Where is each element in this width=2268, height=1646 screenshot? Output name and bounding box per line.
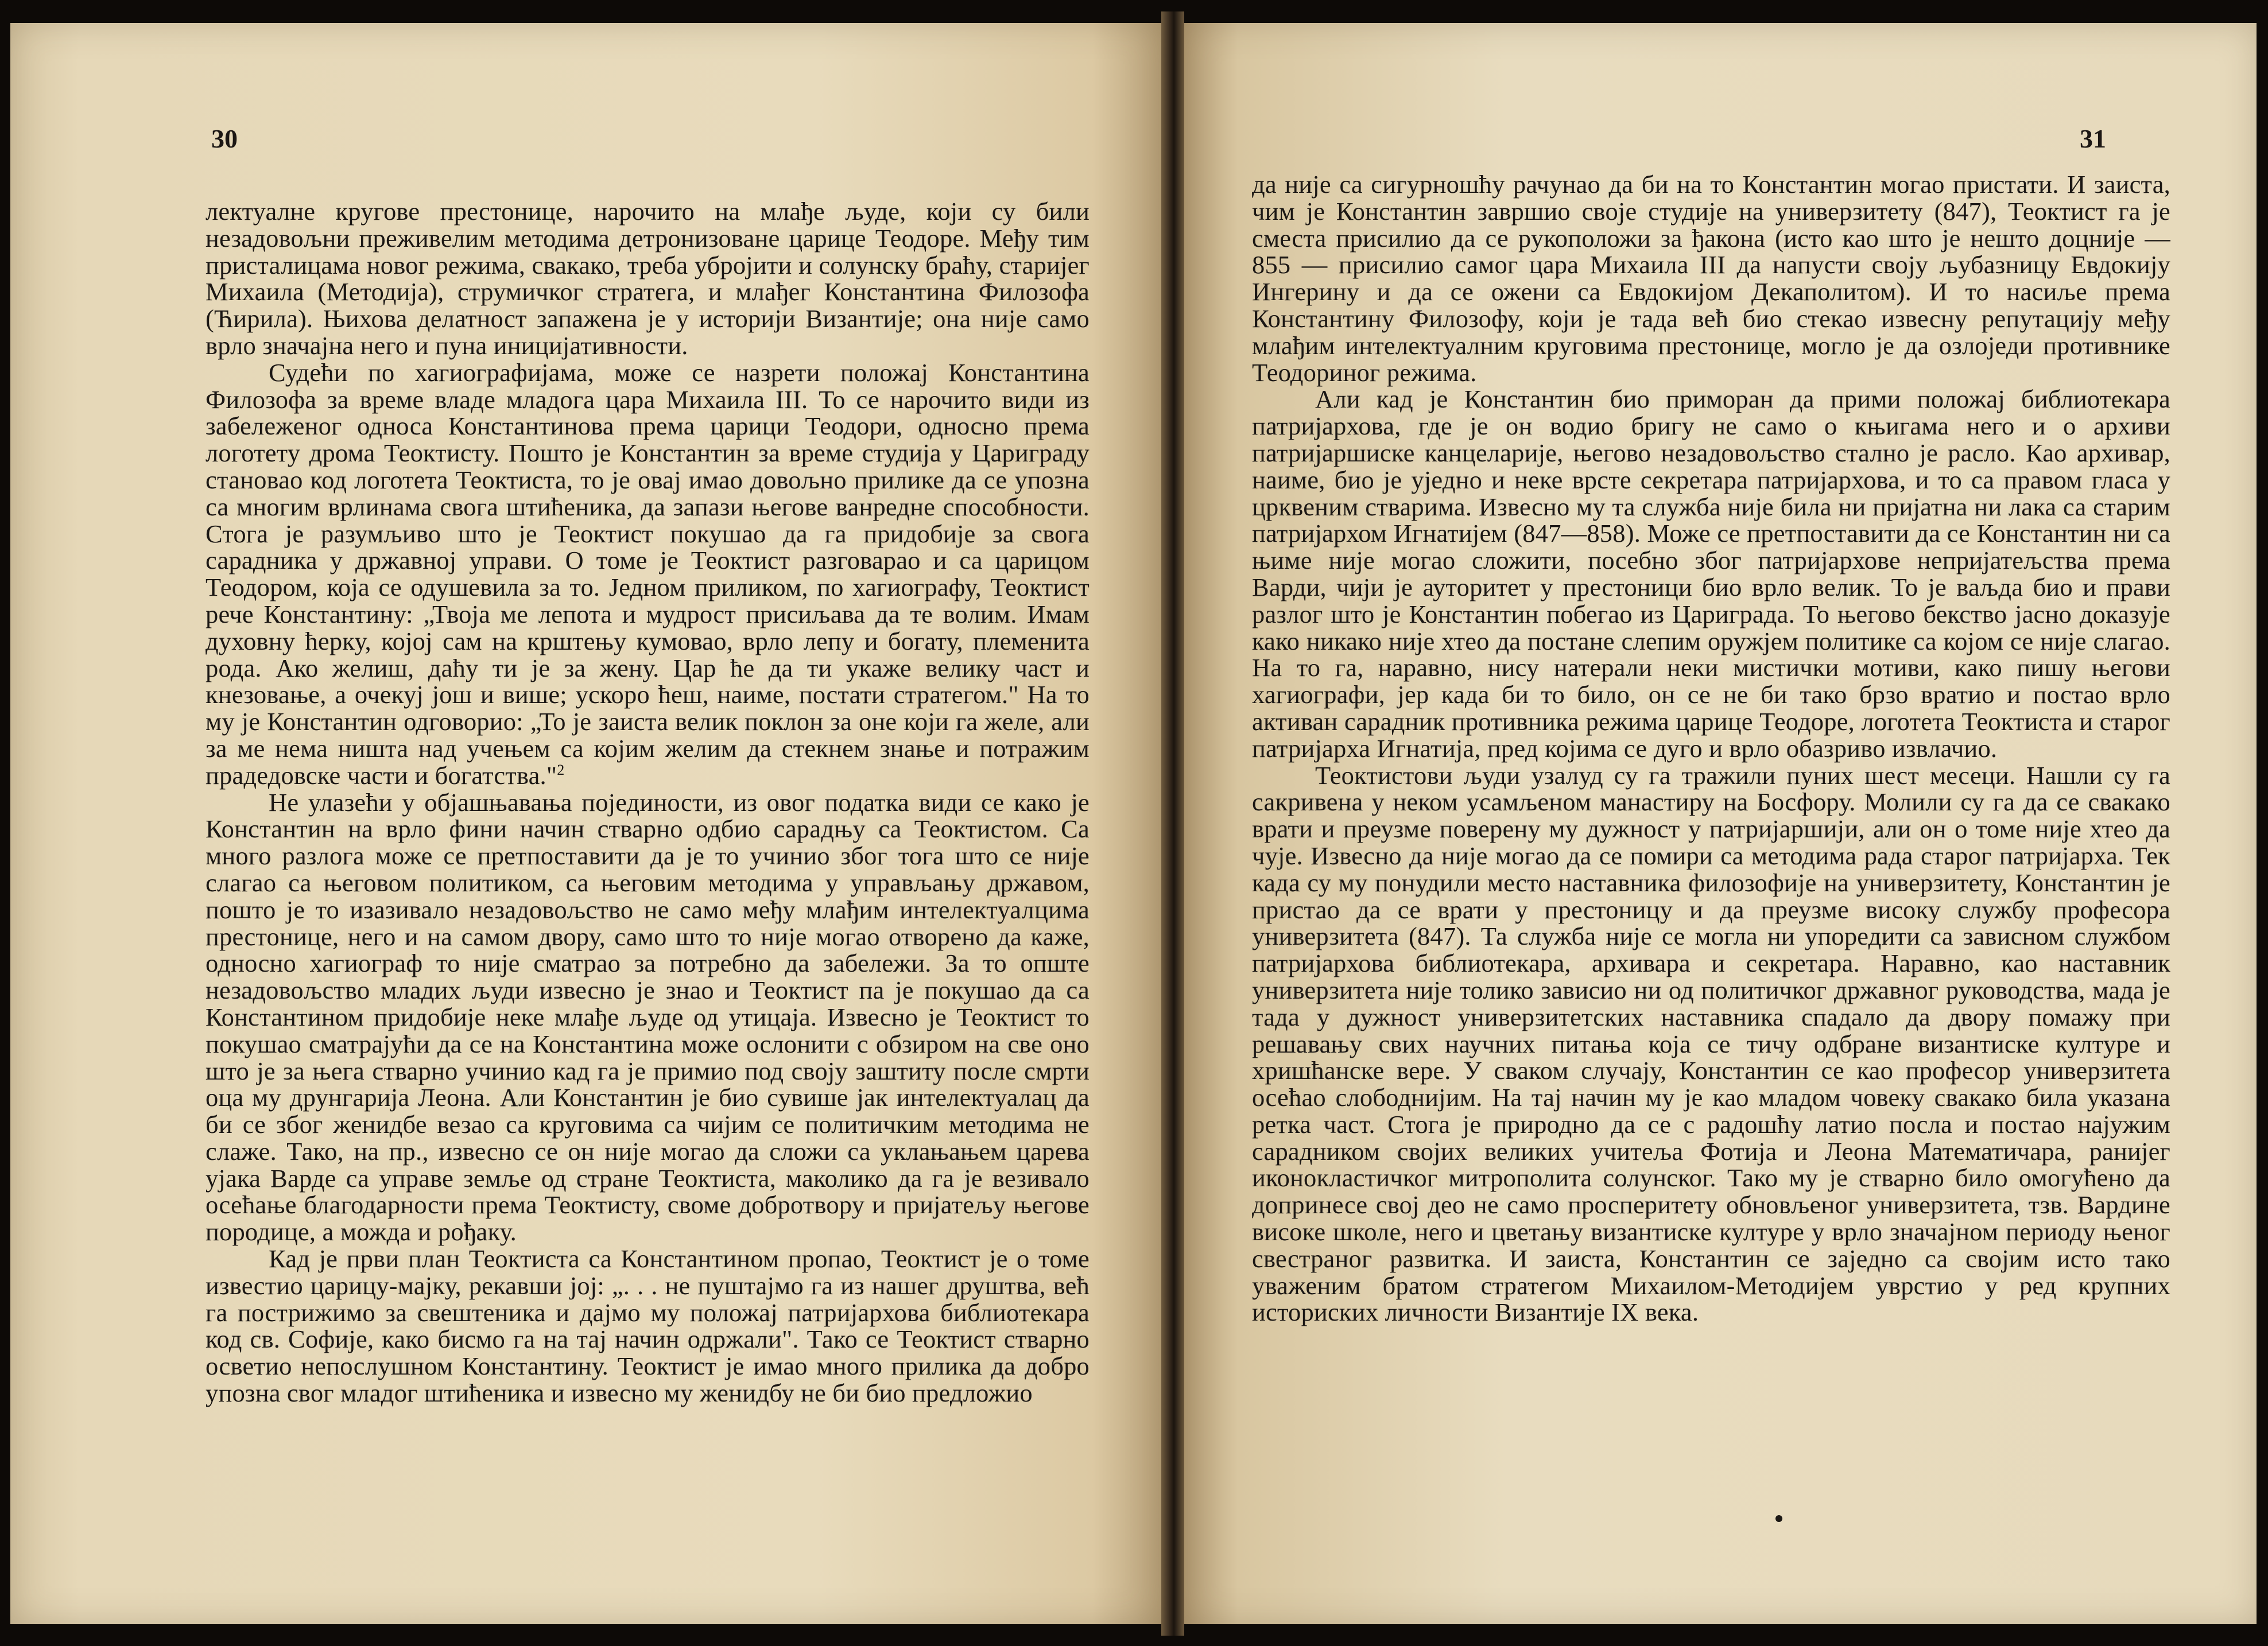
left-page [10,23,1161,1624]
right-page-text [1252,171,2170,1326]
paragraph: лектуалне кругове престонице, нарочито на млађе људе, који су били незадовољни преживелим методима детронизоване царице Теодоре. Међу тим присталицама новог режима, свакако, треба убројити и солунску браћу, старијег Михаила (Методија), струмичког стратега, и млађег Константина Филозофа (Ћирила). Њихова делатност запажена је у историји Византије; она није само врло значајна него и пуна иницијативности. [206,197,1090,360]
paragraph: Кад је први план Теоктиста са Константином пропао, Теоктист је о томе известио царицу-мајку, рекавши јој: „. . . не пуштајмо га из нашег друштва, већ га пострижимо за свештеника и дајмо му положај патријархова библиотекара код св. Софије, како бисмо га на тај начин одржали". Тако се Теоктист стварно осветио непослушном Константину. Теоктист је имао много прилика да добро упозна свог младог штићеника и извесно му женидбу не би био предложио [206,1244,1090,1408]
end-dot-mark [1775,1515,1782,1522]
footnote-mark: 2 [557,761,565,778]
paragraph-text: Судећи по хагиографијама, може се назрети положај Константина Филозофа за време владе младога цара Михаила III. То се нарочито види из забележеног односа Константинова према царици Теодори, односно према логотету дрома Теоктисту. Пошто је Константин за време студија у Цариграду становао код логотета Теоктиста, то је овај имао довољно прилике да се упозна са многим врлинама свога штићеника, да запази његове ванредне способности. Стога је разумљиво што је Теоктист покушао да га придобије за свога сарадника у државној управи. О томе је Теоктист разговарао и са царицом Теодором, која се одушевила за то. Једном приликом, по хагиографу, Теоктист рече Константину: „Твоја ме лепота и мудрост присиљава да те волим. Имам духовну ћерку, којој сам на крштењу кумовао, врло лепу и богату, племенита рода. Ако желиш, даћу ти је за жену. Цар ће да ти укаже велику част и кнезовање, а очекуј још и више; ускоро ћеш, наиме, постати стратегом." На то му је Константин одговорио: „То је заиста велик поклон за оне који га желе, али за ме нема ништа над учењем са којим желим да стекнем знање и потражим прадедовске части и богатства." [206,358,1090,790]
paragraph: да није са сигурношћу рачунао да би на то Константин могао пристати. И заиста, чим је Константин завршио своје студије на универзитету (847), Теоктист га је сместа присилио да се рукоположи за ђакона (исто као што је нешто доцније — 855 — присилио самог цара Михаила III да напусти своју љубазницу Евдокију Ингерину и да се ожени са Евдокијом Декаполитом). И то насиље према Константину Филозофу, који је тада већ био стекао извесну репутацију међу млађим интелектуалним круговима престонице, могло је да озлоједи противнике Теодориног режима. [1252,170,2170,387]
paragraph: Теоктистови људи узалуд су га тражили пуних шест месеци. Нашли су га сакривена у неком усамљеном манастиру на Босфору. Молили су га да се свакако врати и преузме поверену му дужност у патријаршији, али он о томе није хтео да чује. Извесно да није могао да се помири са методима рада старог патријарха. Тек када су му понудили место наставника филозофије на универзитету, Константин је пристао да се врати у престоницу и да преузме високу службу професора универзитета (847). Та служба није се могла ни упоредити са зависном службом патријархова библиотекара, архивара и секретара. Наравно, као наставник универзитета није толико зависио ни од политичког државног руководства, мада је тада у дужност универзитетских наставника спадало да двору помажу при решавању свих научних питања која се тичу одбране византиске културе и хришћанске вере. У сваком случају, Константин се као професор универзитета осећао слободнијим. На тај начин му је као младом човеку свакако била указана ретка част. Стога је природно да се с радошћу латио посла и постао најужим сарадником својих великих учитеља Фотија и Леона Математичара, ранијег иконокластичког митрополита солунског. Тако му је стварно било омогућено да допринесе свој део не само просперитету обновљеног универзитета, тзв. Вардине високе школе, него и цветању византиске културе у врло значајном периоду њеног свестраног развитка. И заиста, Константин се заједно са својим исто тако уваженим братом стратегом Михаилом-Методијем уврстио у ред крупних историских личности Византије IX века. [1252,760,2170,1327]
page-number-right: 31 [2080,124,2106,153]
page-number-left: 30 [211,124,238,153]
right-page [1184,23,2257,1624]
left-page-text [206,198,1090,1407]
paragraph-with-quote [206,359,1090,789]
paragraph: Не улазећи у објашњавања појединости, из овог податка види се како је Константин на врло фини начин стварно одбио сарадњу са Теоктистом. Са много разлога може се претпоставити да је то учинио због тога што се није слагао са његовом политиком, са његовим методима у управљању државом, пошто је то изазивало незадовољство не само међу млађим интелектуалцима престонице, него и на самом двору, само што то није могао отворено да каже, односно хагиограф то није сматрао за потребно да забележи. За то опште незадовољство младих људи извесно је знао и Теоктист па је покушао да са Константином придобије неке млађе људе од утицаја. Извесно је Теоктист то покушао сматрајући да се на Константина може ослонити с обзиром на све оно што је за њега стварно учинио кад га је примио под своју заштиту после смрти оца му друнгарија Леона. Али Константин је био сувише јак интелектуалац да би се због женидбе везао са круговима са чијим се политичким методима не слаже. Тако, на пр., извесно се он није могао да сложи са уклањањем царева ујака Варде са управе земље од стране Теоктиста, маколико да га је везивало осећање благодарности према Теоктисту, своме добротвору и пријатељу његове породице, а можда и рођаку. [206,787,1090,1247]
book-gutter [1161,11,1184,1636]
paragraph: Али кад је Константин био приморан да прими положај библиотекара патријархова, где је он водио бригу не само о књигама него и о архиви патријаршиске канцеларије, његово незадовољство стално је расло. Као архивар, наиме, био је уједно и неке врсте секретара патријархова, и то са правом гласа у црквеним стварима. Извесно му та служба није била ни пријатна ни лака са старим патријархом Игнатијем (847—858). Може се претпоставити да се Константин ни са њиме није могао сложити, посебно због патријархове непријатељства према Варди, чији је ауторитет у престоници био врло велик. То је ваљда био и прави разлог што је Константин побегао из Цариграда. То његово бекство јасно доказује како никако није хтео да постане слепим оружјем политике са којом се није слагао. На то га, наравно, нису натерали неки мистички мотиви, како пишу његови хагиографи, јер када би то било, он се не би тако брзо вратио и постао врло активан сарадник противника режима царице Теодоре, логотета Теоктиста и старог патријарха Игнатија, пред којима се дуго и врло обазриво извлачио. [1252,385,2170,763]
